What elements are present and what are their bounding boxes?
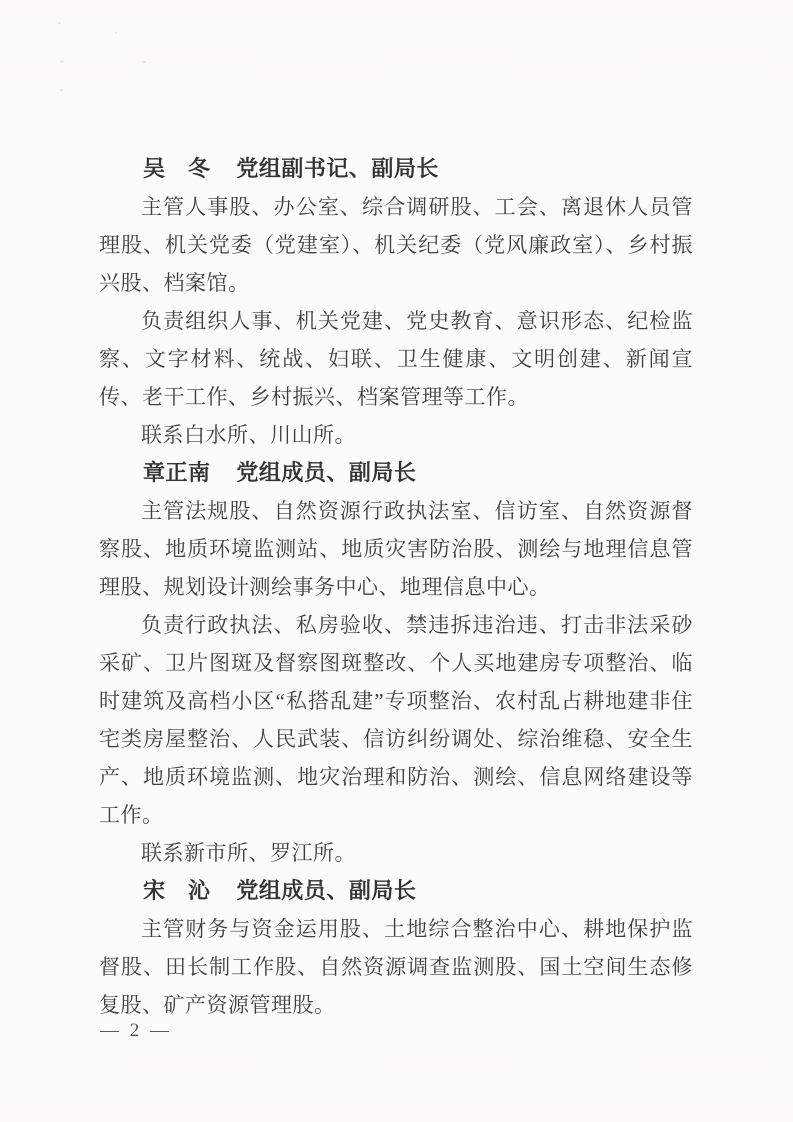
officer-name: 吴 冬 [143,156,211,181]
duty-paragraph: 主管法规股、自然资源行政执法室、信访室、自然资源督察股、地质环境监测站、地质灾害防治股、测绘与地理信息管理股、规划设计测绘事务中心、地理信息中心。 [99,499,693,599]
scan-noise-speckle [115,32,117,34]
duty-paragraph: 主管人事股、办公室、综合调研股、工会、离退休人员管理股、机关党委（党建室）、机关纪委（党风廉政室）、乡村振兴股、档案馆。 [99,195,693,295]
contact-paragraph: 联系白水所、川山所。 [141,423,356,447]
officer-title: 党组成员、副局长 [236,460,417,485]
contact-paragraph: 联系新市所、罗江所。 [141,841,356,865]
scan-noise-speckle [143,61,146,63]
page-number: — 2 — [100,1020,172,1041]
scan-noise-speckle [58,22,61,24]
officer-title: 党组副书记、副局长 [236,156,439,181]
officer-name: 宋 沁 [143,878,211,903]
officer-heading [99,454,693,492]
officer-title: 党组成员、副局长 [236,878,417,903]
duty-paragraph: 负责行政执法、私房验收、禁违拆违治违、打击非法采砂采矿、卫片图斑及督察图斑整改、个人买地建房专项整治、临时建筑及高档小区“私搭乱建”专项整治、农村乱占耕地建非住宅类房屋整治、人民武装、信访纠纷调处、综治维稳、安全生产、地质环境监测、地灾治理和防治、测绘、信息网络建设等工作。 [99,613,693,827]
duty-paragraph: 主管财务与资金运用股、土地综合整治中心、耕地保护监督股、田长制工作股、自然资源调查监测股、国土空间生态修复股、矿产资源管理股。 [99,917,693,1017]
scan-noise-speckle [60,60,64,63]
officer-heading [99,150,693,188]
officer-name: 章正南 [143,460,211,485]
scan-noise-speckle [60,89,63,91]
officer-heading [99,872,693,910]
document-body [99,150,693,1024]
duty-paragraph: 负责组织人事、机关党建、党史教育、意识形态、纪检监察、文字材料、统战、妇联、卫生健康、文明创建、新闻宣传、老干工作、乡村振兴、档案管理等工作。 [99,309,693,409]
